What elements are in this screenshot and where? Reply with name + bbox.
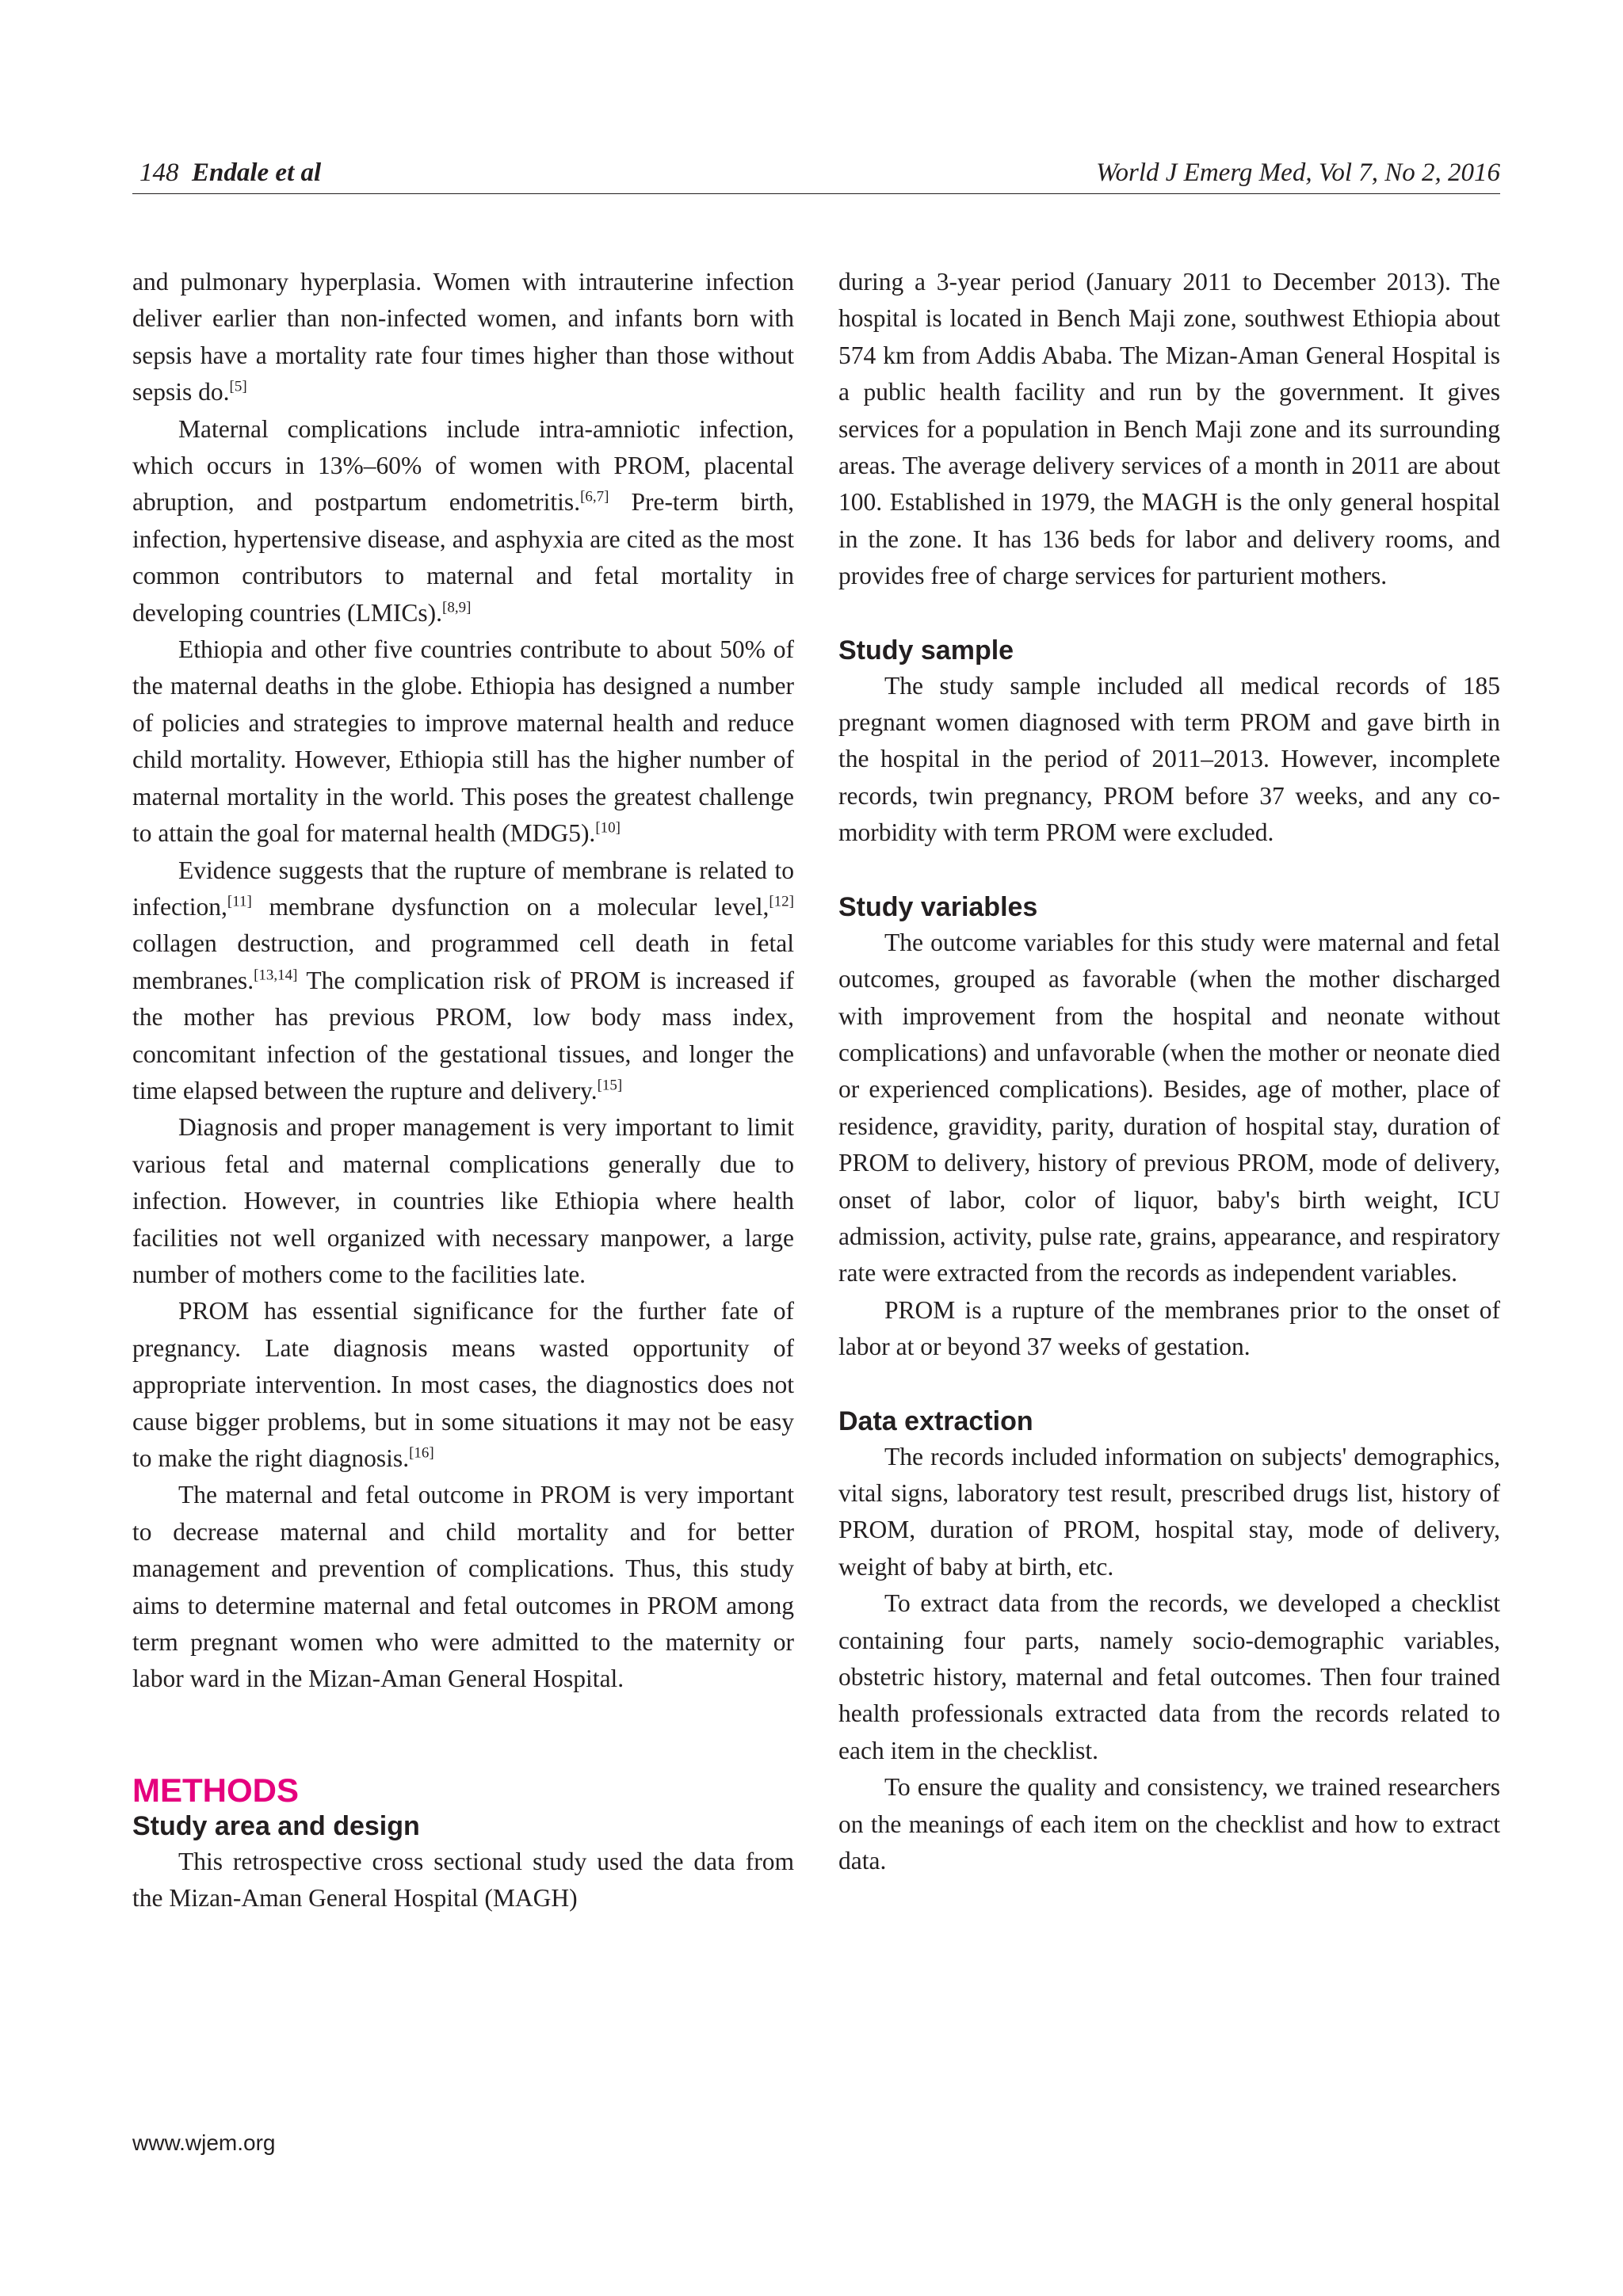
paragraph: The maternal and fetal outcome in PROM is very important to decrease maternal and child mortality and for better management and prevention of complications. Thus, this study aims to determine maternal and fetal outcomes in PROM among term pregnant women who were admitted to the maternity or labor ward in the Mizan-Aman General Hospital. [132, 1481, 794, 1693]
citation: [13,14] [254, 967, 298, 984]
paragraph: Maternal complications include intra-amniotic infection, which occurs in 13%–60% of women with PROM, placental abruption, and postpartum endometritis.[6,7] Pre-term birth, infection, hypertensive disease, and asphyxia are cited as the most common contributors to maternal and fetal mortality in developing countries (LMICs).[8,9] [132, 414, 794, 627]
paragraph: Diagnosis and proper management is very important to limit various fetal and maternal complications generally due to infection. However, in countries like Ethiopia where health facilities not well organized with necessary manpower, a large number of mothers come to the facilities late. [132, 1113, 794, 1288]
citation: [11] [227, 893, 252, 910]
footer-url: www.wjem.org [132, 2130, 276, 2155]
paragraph: and pulmonary hyperplasia. Women with intrauterine infection deliver earlier than non-infected women, and infants born with sepsis have a mortality rate four times higher than those without sepsis do.[5] [132, 268, 794, 406]
citation: [15] [597, 1077, 623, 1094]
study-variables-heading: Study variables [838, 891, 1038, 922]
citation: [8,9] [442, 599, 472, 616]
paragraph: This retrospective cross sectional study used the data from the Mizan-Aman General Hospital (MAGH) [132, 1847, 794, 1913]
citation: [10] [595, 819, 621, 837]
running-header-left [139, 157, 321, 189]
paragraph: To ensure the quality and consistency, we trained researchers on the meanings of each item on the checklist and how to extract data. [838, 1773, 1500, 1875]
paragraph: The outcome variables for this study were maternal and fetal outcomes, grouped as favorable (when the mother discharged with improvement from the hospital and neonate without complications) and unfavorable (when the mother or neonate died or experienced complications). Besides, age of mother, place of residence, gravidity, parity, duration of hospital stay, duration of PROM to delivery, history of previous PROM, mode of delivery, onset of labor, color of liquor, baby's birth weight, ICU admission, activity, pulse rate, grains, appearance, and respiratory rate were extracted from the records as independent variables. [838, 928, 1500, 1287]
paragraph: PROM has essential significance for the further fate of pregnancy. Late diagnosis means wasted opportunity of appropriate intervention. In most cases, the diagnostics does not cause bigger problems, but in some situations it may not be easy to make the right diagnosis.[16] [132, 1297, 794, 1472]
page-number: 148 [139, 158, 179, 187]
study-sample-heading: Study sample [838, 635, 1014, 666]
citation: [16] [409, 1444, 434, 1462]
header-rule [132, 193, 1500, 194]
paragraph: The study sample included all medical records of 185 pregnant women diagnosed with term PROM and gave birth in the hospital in the period of 2011–2013. However, incomplete records, twin pregnancy, PROM before 37 weeks, and any co-morbidity with term PROM were excluded. [838, 671, 1500, 847]
paragraph: Ethiopia and other five countries contribute to about 50% of the maternal deaths in the globe. Ethiopia has designed a number of policies and strategies to improve maternal health and reduce child mortality. However, Ethiopia still has the higher number of maternal mortality in the world. This poses the greatest challenge to attain the goal for maternal health (MDG5).[10] [132, 635, 794, 848]
methods-heading: METHODS [132, 1771, 299, 1809]
paragraph: The records included information on subjects' demographics, vital signs, laboratory test result, prescribed drugs list, history of PROM, duration of PROM, hospital stay, mode of delivery, weight of baby at birth, etc. [838, 1442, 1500, 1581]
citation: [12] [769, 893, 794, 910]
citation: [6,7] [580, 488, 609, 505]
paragraph: during a 3-year period (January 2011 to December 2013). The hospital is located in Bench Maji zone, southwest Ethiopia about 574 km from Addis Ababa. The Mizan-Aman General Hospital is a public health facility and run by the government. It gives services for a population in Bench Maji zone and its surrounding areas. The average delivery services of a month in 2011 are about 100. Established in 1979, the MAGH is the only general hospital in the zone. It has 136 beds for labor and delivery rooms, and provides free of charge services for parturient mothers. [838, 268, 1500, 590]
author-line: Endale et al [192, 158, 322, 187]
paragraph: To extract data from the records, we developed a checklist containing four parts, namely socio-demographic variables, obstetric history, maternal and fetal outcomes. Then four trained health professionals extracted data from the records related to each item in the checklist. [838, 1589, 1500, 1764]
left-column [132, 264, 794, 1917]
citation: [5] [229, 378, 247, 395]
right-column [838, 264, 1500, 1879]
study-area-heading: Study area and design [132, 1810, 420, 1841]
journal-citation: World J Emerg Med, Vol 7, No 2, 2016 [1096, 158, 1500, 187]
data-extraction-heading: Data extraction [838, 1405, 1033, 1436]
paragraph: PROM is a rupture of the membranes prior to the onset of labor at or beyond 37 weeks of gestation. [838, 1295, 1500, 1361]
paragraph: Evidence suggests that the rupture of membrane is related to infection,[11] membrane dysfunction on a molecular level,[12] collagen destruction, and programmed cell death in fetal membranes.[13,14] The complication risk of PROM is increased if the mother has previous PROM, low body mass index, concomitant infection of the gestational tissues, and longer the time elapsed between the rupture and delivery.[15] [132, 856, 794, 1104]
